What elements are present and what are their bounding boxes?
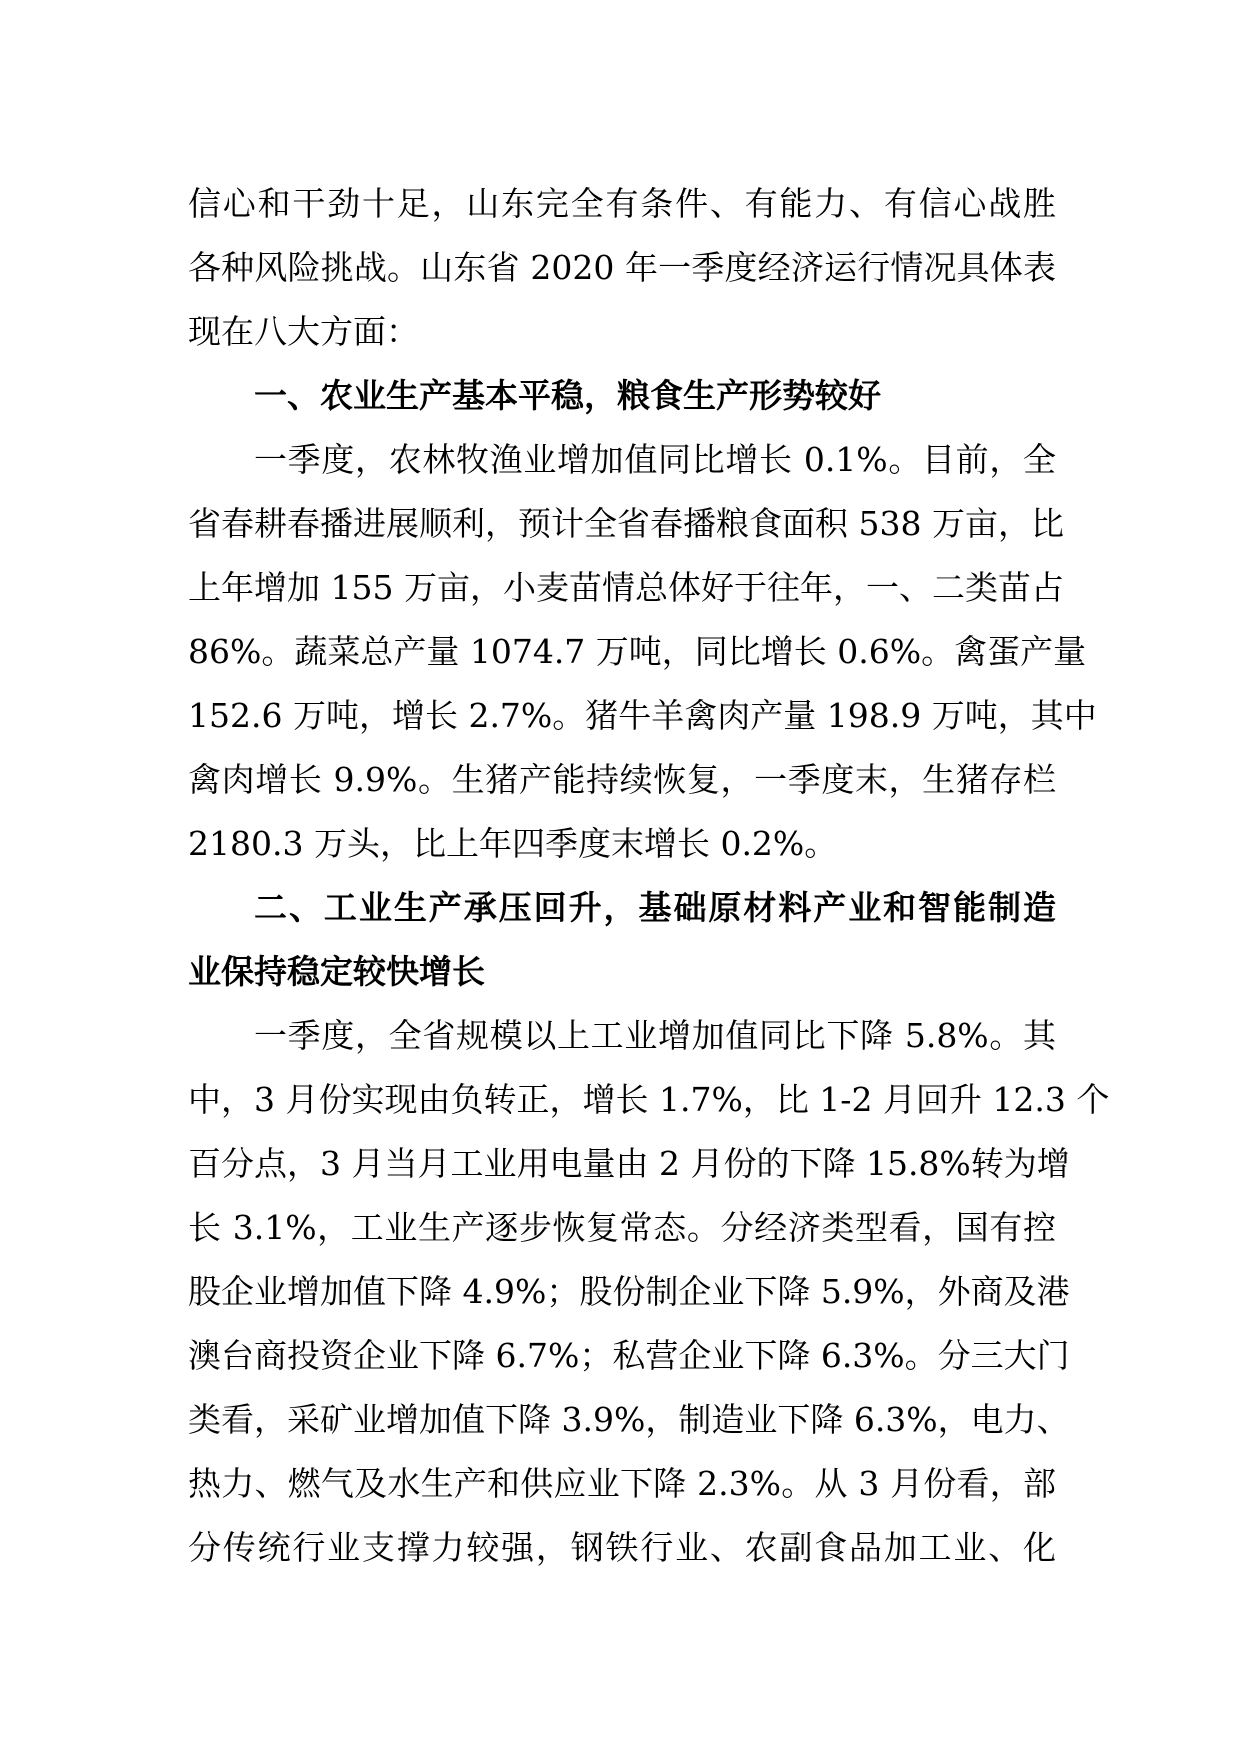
section-1-line-5: 152.6 万吨，增长 2.7%。猪牛羊禽肉产量 198.9 万吨，其中 bbox=[188, 696, 1097, 735]
section-1-line-4: 86%。蔬菜总产量 1074.7 万吨，同比增长 0.6%。禽蛋产量 bbox=[188, 632, 1087, 671]
document-page bbox=[188, 172, 1110, 1580]
section-2-line-4: 长 3.1%，工业生产逐步恢复常态。分经济类型看，国有控 bbox=[188, 1208, 1056, 1247]
section-2-line-9: 分传统行业支撑力较强，钢铁行业、农副食品加工业、化 bbox=[188, 1528, 1056, 1567]
section-1-heading: 一、农业生产基本平稳，粮食生产形势较好 bbox=[254, 376, 881, 415]
section-2-line-5: 股企业增加值下降 4.9%；股份制企业下降 5.9%，外商及港 bbox=[188, 1272, 1070, 1311]
section-1-line-6: 禽肉增长 9.9%。生猪产能持续恢复，一季度末，生猪存栏 bbox=[188, 760, 1056, 799]
section-2-line-6: 澳台商投资企业下降 6.7%；私营企业下降 6.3%。分三大门 bbox=[188, 1336, 1070, 1375]
section-2-heading-line-2: 业保持稳定较快增长 bbox=[188, 952, 485, 991]
section-2-line-7: 类看，采矿业增加值下降 3.9%，制造业下降 6.3%，电力、 bbox=[188, 1400, 1070, 1439]
intro-line-1: 信心和干劲十足，山东完全有条件、有能力、有信心战胜 bbox=[188, 184, 1056, 223]
section-2-line-1: 一季度，全省规模以上工业增加值同比下降 5.8%。其 bbox=[254, 1016, 1056, 1055]
section-2-heading-line-1: 二、工业生产承压回升，基础原材料产业和智能制造 bbox=[254, 888, 1056, 927]
section-1-line-2: 省春耕春播进展顺利，预计全省春播粮食面积 538 万亩，比 bbox=[188, 504, 1064, 543]
section-1-line-3: 上年增加 155 万亩，小麦苗情总体好于往年，一、二类苗占 bbox=[188, 568, 1064, 607]
intro-line-2: 各种风险挑战。山东省 2020 年一季度经济运行情况具体表 bbox=[188, 248, 1056, 287]
section-2-line-2: 中，3 月份实现由负转正，增长 1.7%，比 1-2 月回升 12.3 个 bbox=[188, 1080, 1110, 1119]
intro-line-3: 现在八大方面： bbox=[188, 312, 419, 351]
section-1-line-1: 一季度，农林牧渔业增加值同比增长 0.1%。目前，全 bbox=[254, 440, 1056, 479]
section-2-line-3: 百分点，3 月当月工业用电量由 2 月份的下降 15.8%转为增 bbox=[188, 1144, 1070, 1183]
section-1-line-7: 2180.3 万头，比上年四季度末增长 0.2%。 bbox=[188, 824, 838, 863]
section-2-line-8: 热力、燃气及水生产和供应业下降 2.3%。从 3 月份看，部 bbox=[188, 1464, 1056, 1503]
